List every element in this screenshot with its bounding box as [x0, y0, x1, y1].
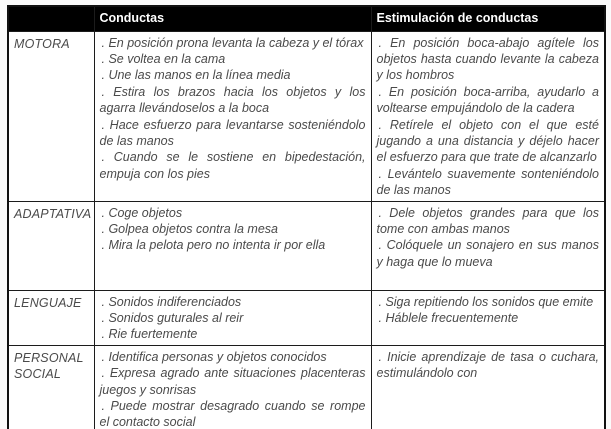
- table-row-personal-social: [8, 345, 605, 429]
- category-label-lenguaje: LENGUAJE: [8, 290, 94, 345]
- conductas-cell-personal-social: [94, 345, 371, 429]
- conductas-cell-lenguaje: [94, 290, 371, 345]
- conducta-item: . Hace esfuerzo para levantarse sosteniéndolo de las manos: [99, 117, 366, 148]
- category-label-personal-social: PERSONAL SOCIAL: [8, 345, 94, 429]
- conducta-item: . Puede mostrar desagrado cuando se rompe el contacto social: [99, 399, 366, 429]
- conducta-item: . Une las manos en la línea media: [101, 68, 291, 83]
- header-category-cell: [8, 6, 94, 31]
- estimulacion-item: . Háblele frecuentemente: [378, 310, 519, 325]
- conductas-cell-motora: [94, 31, 371, 201]
- estimulacion-item: . Retírele el objeto con el que esté jugando a una distancia y déjelo hacer el esfuerzo para que trate de alcanzarlo: [376, 117, 599, 165]
- conducta-item: . Golpea objetos contra la mesa: [101, 221, 278, 236]
- conducta-item: . Sonidos guturales al reir: [101, 310, 244, 325]
- table-row-adaptativa: [8, 201, 605, 290]
- header-estimulacion-cell: Estimulación de conductas: [371, 6, 605, 31]
- estimulacion-item: . Colóquele un sonajero en sus manos y haga que lo mueva: [376, 238, 599, 269]
- conducta-item: . Coge objetos: [101, 205, 183, 220]
- conducta-item: . Mira la pelota pero no intenta ir por ella: [101, 238, 326, 253]
- conducta-item: . Identifica personas y objetos conocidos: [101, 349, 327, 364]
- estimulacion-item: . En posición boca-arriba, ayudarlo a voltearse empujándolo de la cadera: [376, 84, 599, 116]
- category-label-motora: MOTORA: [8, 31, 94, 201]
- category-label-adaptativa: ADAPTATIVA: [8, 201, 94, 290]
- estimulacion-cell-motora: [371, 31, 605, 201]
- conducta-item: . Rie fuertemente: [101, 327, 198, 342]
- estimulacion-item: . Dele objetos grandes para que los tome con ambas manos: [376, 205, 599, 236]
- header-conductas-cell: Conductas: [94, 6, 371, 31]
- conducta-item: . Se voltea en la cama: [101, 51, 226, 66]
- estimulacion-cell-lenguaje: [371, 290, 605, 345]
- conducta-item: . En posición prona levanta la cabeza y el tórax: [101, 35, 364, 50]
- conducta-item: . Expresa agrado ante situaciones placenteras juegos y sonrisas: [99, 366, 366, 397]
- development-conducts-table: [7, 5, 606, 429]
- estimulacion-item: . Inicie aprendizaje de tasa o cuchara, estimulándolo con: [376, 349, 599, 381]
- estimulacion-cell-personal-social: [371, 345, 605, 429]
- conducta-item: . Sonidos indiferenciados: [101, 294, 242, 309]
- table-row-motora: [8, 31, 605, 201]
- conductas-cell-adaptativa: [94, 201, 371, 290]
- estimulacion-cell-adaptativa: [371, 201, 605, 290]
- header-row: [8, 6, 605, 31]
- estimulacion-item: . Levántelo suavemente sonteniéndolo de las manos: [376, 166, 599, 198]
- conducta-item: . Estira los brazos hacia los objetos y los agarra llevándoselos a la boca: [99, 84, 366, 116]
- table-row-lenguaje: [8, 290, 605, 345]
- conducta-item: . Cuando se le sostiene en bipedestación, empuja con los pies: [99, 150, 366, 181]
- estimulacion-item: . En posición boca-abajo agítele los objetos hasta cuando levante la cabeza y los hombros: [376, 35, 599, 83]
- estimulacion-item: . Siga repitiendo los sonidos que emite: [378, 294, 594, 309]
